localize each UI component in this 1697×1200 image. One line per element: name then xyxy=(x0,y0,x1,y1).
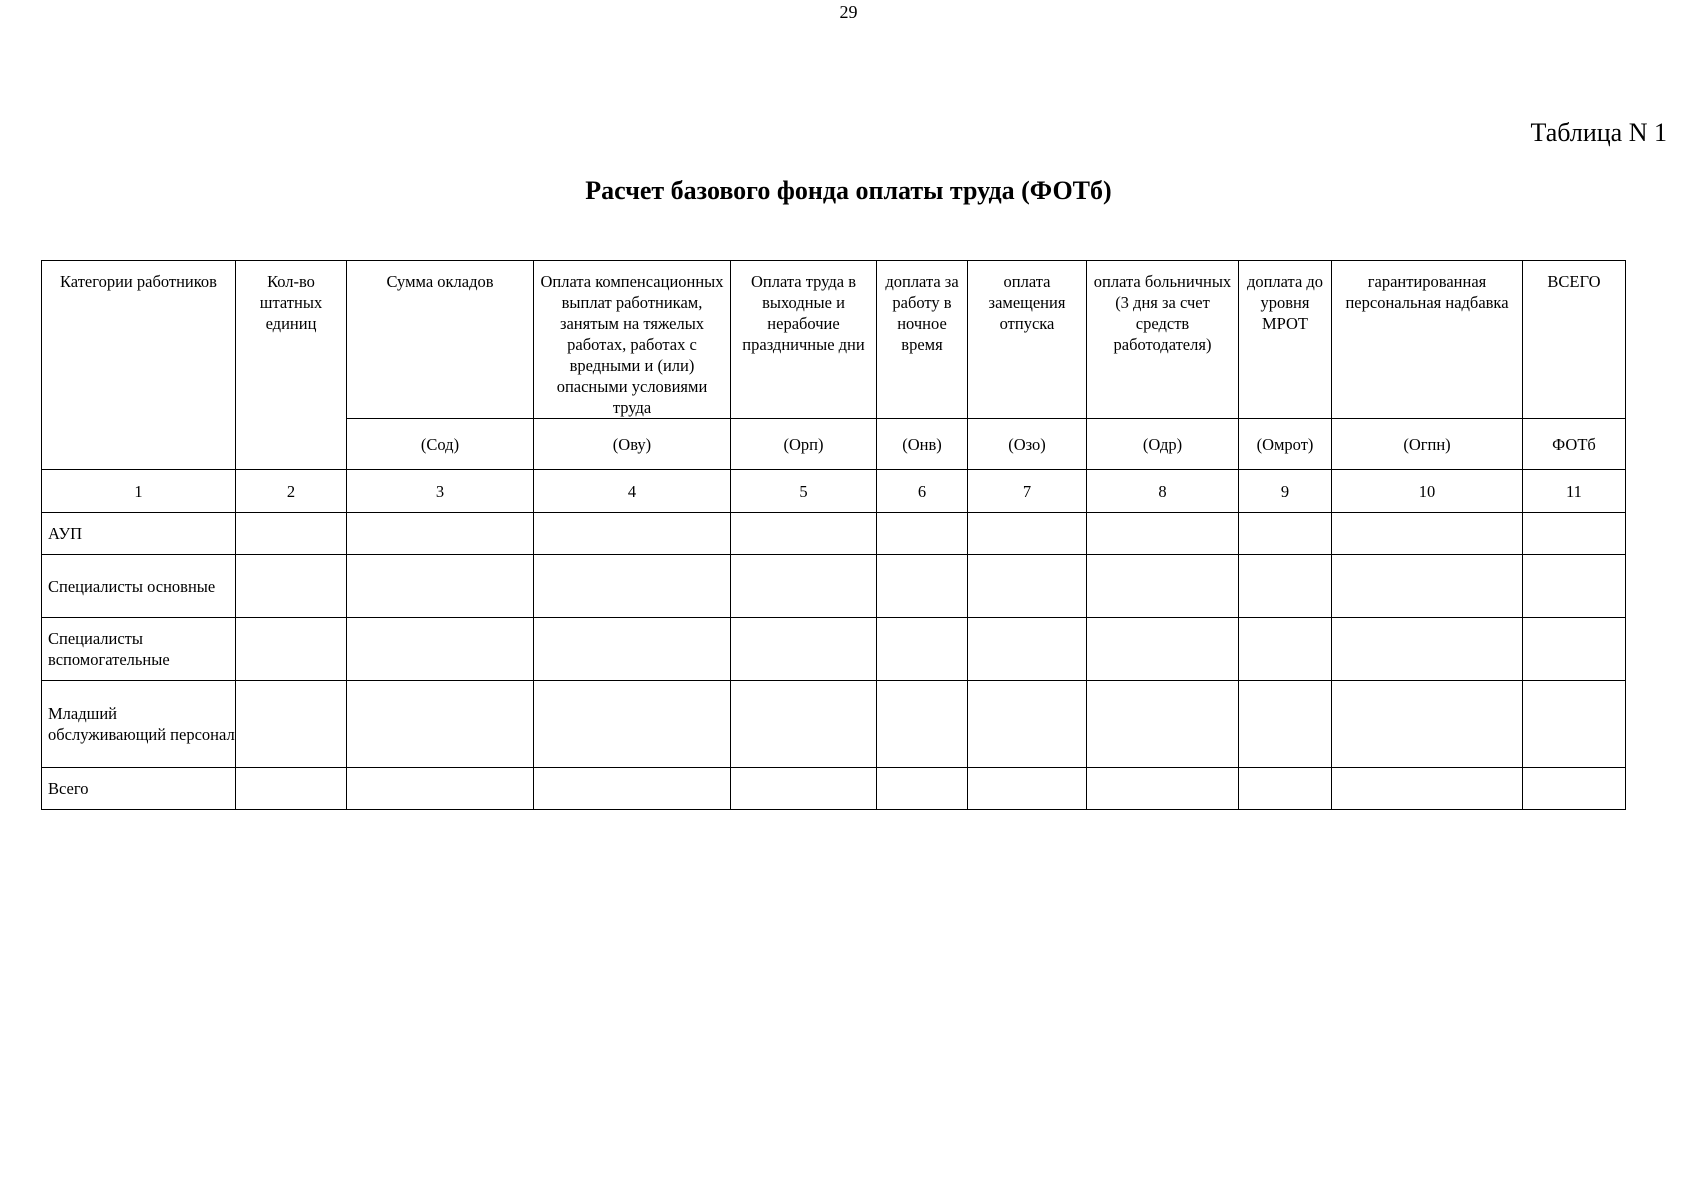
column-number: 4 xyxy=(534,470,731,513)
table-cell xyxy=(347,555,534,618)
table-row-total xyxy=(42,768,1626,810)
header-cell-compensation: Оплата компенсационных выплат работникам, занятым на тяжелых работах, работах с вредными и (или) опасными условиями труда xyxy=(534,261,731,419)
table-cell xyxy=(236,618,347,681)
table-cell xyxy=(877,513,968,555)
table-cell xyxy=(1523,768,1626,810)
table-row xyxy=(42,513,1626,555)
row-category-label: Специалисты вспомогательные xyxy=(42,618,236,681)
code-cell: (Одр) xyxy=(1087,419,1239,470)
table-cell xyxy=(236,513,347,555)
code-cell: (Орп) xyxy=(731,419,877,470)
table-cell xyxy=(877,768,968,810)
table-cell xyxy=(731,768,877,810)
code-cell: (Огпн) xyxy=(1332,419,1523,470)
payroll-table xyxy=(41,260,1626,810)
table-cell xyxy=(534,555,731,618)
code-cell: ФОТб xyxy=(1523,419,1626,470)
row-category-label: Младший обслуживающий персонал xyxy=(42,681,236,768)
table-cell xyxy=(347,618,534,681)
code-cell: (Озо) xyxy=(968,419,1087,470)
column-number: 9 xyxy=(1239,470,1332,513)
column-number: 11 xyxy=(1523,470,1626,513)
column-number: 6 xyxy=(877,470,968,513)
table-cell xyxy=(347,513,534,555)
table-cell xyxy=(1523,618,1626,681)
table-cell xyxy=(534,513,731,555)
table-cell xyxy=(1523,513,1626,555)
table-cell xyxy=(1332,618,1523,681)
header-cell-sick-pay: оплата больничных (3 дня за счет средств работодателя) xyxy=(1087,261,1239,419)
row-category-label: Специалисты основные xyxy=(42,555,236,618)
table-row xyxy=(42,555,1626,618)
table-cell xyxy=(877,618,968,681)
code-cell: (Онв) xyxy=(877,419,968,470)
header-cell-personal-bonus: гарантированная персональная надбавка xyxy=(1332,261,1523,419)
table-cell xyxy=(877,681,968,768)
code-cell: (Омрот) xyxy=(1239,419,1332,470)
header-cell-salary-sum: Сумма окладов xyxy=(347,261,534,419)
page-number: 29 xyxy=(839,2,858,22)
table-cell xyxy=(968,555,1087,618)
header-cell-night-pay: доплата за работу в ночное время xyxy=(877,261,968,419)
header-cell-mrot-supplement: доплата до уровня МРОТ xyxy=(1239,261,1332,419)
table-cell xyxy=(1087,681,1239,768)
table-cell xyxy=(731,513,877,555)
table-cell xyxy=(534,618,731,681)
column-number: 10 xyxy=(1332,470,1523,513)
table-cell xyxy=(1332,768,1523,810)
table-cell xyxy=(236,681,347,768)
column-number-row xyxy=(42,470,1626,513)
table-cell xyxy=(1087,555,1239,618)
column-number: 7 xyxy=(968,470,1087,513)
table-cell xyxy=(236,555,347,618)
table-cell xyxy=(968,768,1087,810)
code-cell: (Ову) xyxy=(534,419,731,470)
table-cell xyxy=(347,768,534,810)
row-category-label: АУП xyxy=(42,513,236,555)
header-cell-vacation-replacement: оплата замещения отпуска xyxy=(968,261,1087,419)
table-label: Таблица N 1 xyxy=(1530,118,1667,147)
header-cell-staff-count: Кол-во штатных единиц xyxy=(236,261,347,470)
table-cell xyxy=(1332,513,1523,555)
table-row xyxy=(42,681,1626,768)
table-cell xyxy=(1332,555,1523,618)
header-cell-total: ВСЕГО xyxy=(1523,261,1626,419)
document-title: Расчет базового фонда оплаты труда (ФОТб) xyxy=(585,176,1112,205)
table-cell xyxy=(1239,768,1332,810)
table-cell xyxy=(534,768,731,810)
table-cell xyxy=(1332,681,1523,768)
table-cell xyxy=(1087,618,1239,681)
header-cell-holiday-pay: Оплата труда в выходные и нерабочие праздничные дни xyxy=(731,261,877,419)
table-cell xyxy=(1523,555,1626,618)
column-number: 5 xyxy=(731,470,877,513)
table-cell xyxy=(534,681,731,768)
header-row xyxy=(42,261,1626,419)
table-cell xyxy=(1087,513,1239,555)
table-cell xyxy=(1239,681,1332,768)
row-category-label: Всего xyxy=(42,768,236,810)
table-cell xyxy=(731,618,877,681)
table-row xyxy=(42,618,1626,681)
table-cell xyxy=(968,618,1087,681)
code-cell: (Сод) xyxy=(347,419,534,470)
table-cell xyxy=(236,768,347,810)
table-cell xyxy=(1239,513,1332,555)
header-cell-category: Категории работников xyxy=(42,261,236,470)
table-cell xyxy=(1087,768,1239,810)
table-cell xyxy=(347,681,534,768)
table-cell xyxy=(968,513,1087,555)
column-number: 3 xyxy=(347,470,534,513)
table-cell xyxy=(731,681,877,768)
table-cell xyxy=(968,681,1087,768)
column-number: 8 xyxy=(1087,470,1239,513)
table-cell xyxy=(1239,618,1332,681)
table-cell xyxy=(731,555,877,618)
column-number: 1 xyxy=(42,470,236,513)
column-number: 2 xyxy=(236,470,347,513)
table-cell xyxy=(877,555,968,618)
table-cell xyxy=(1239,555,1332,618)
table-cell xyxy=(1523,681,1626,768)
